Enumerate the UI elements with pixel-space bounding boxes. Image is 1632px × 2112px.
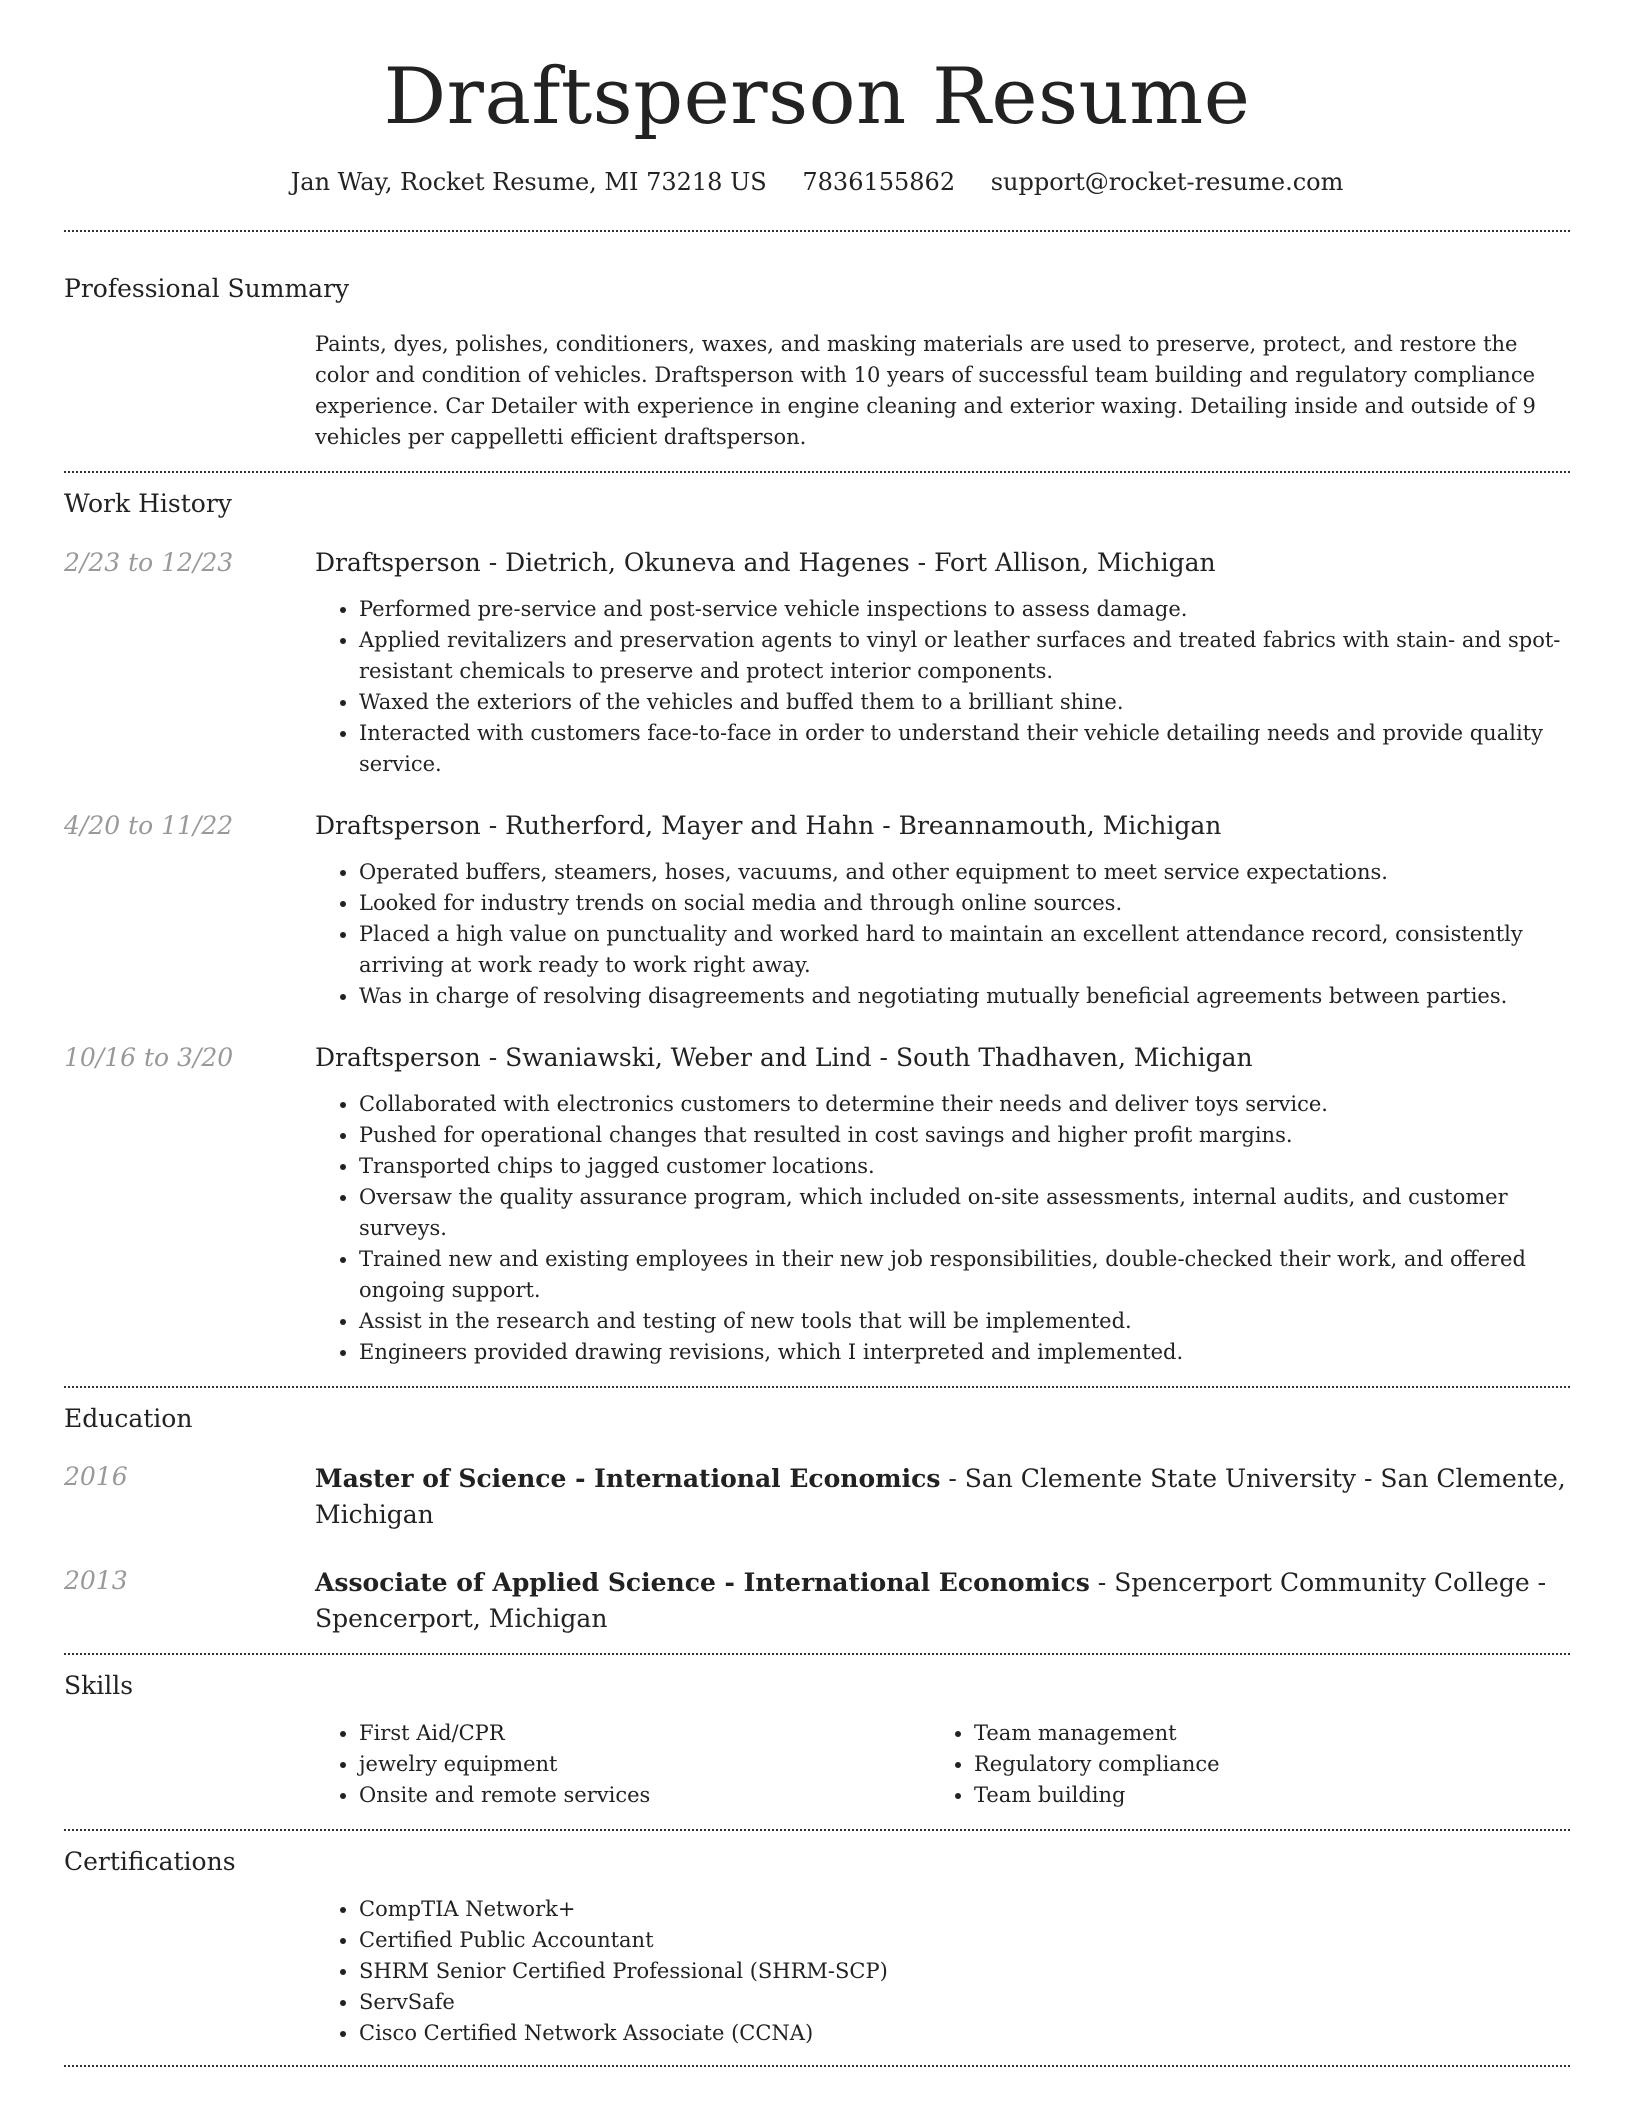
job-body: [315, 1042, 1570, 1368]
divider: [64, 1653, 1570, 1655]
education-year: 2013: [64, 1566, 128, 1595]
list-item: • Team building: [974, 1780, 1545, 1811]
education-entry: [64, 1565, 1570, 1637]
job-dates: 10/16 to 3/20: [64, 1043, 234, 1072]
list-item: • jewelry equipment: [359, 1749, 930, 1780]
list-item: • Pushed for operational changes that resulted in cost savings and higher profit margins.: [359, 1120, 1570, 1151]
skills-bullets: [974, 1718, 1545, 1811]
list-item: • Placed a high value on punctuality and worked hard to maintain an excellent attendance record, consistently arriving at work ready to work right away.: [359, 919, 1570, 981]
job-bullets: [359, 1089, 1570, 1368]
list-item: • Team management: [974, 1718, 1545, 1749]
list-item: • Oversaw the quality assurance program, which included on-site assessments, internal audits, and customer surveys.: [359, 1182, 1570, 1244]
list-item: • Certified Public Accountant: [359, 1925, 1570, 1956]
list-item: • CompTIA Network+: [359, 1894, 1570, 1925]
list-item: • Regulatory compliance: [974, 1749, 1545, 1780]
job-dates: 2/23 to 12/23: [64, 548, 234, 577]
list-item: • Applied revitalizers and preservation agents to vinyl or leather surfaces and treated fabrics with stain- and spot-resistant chemicals to preserve and protect interior components.: [359, 625, 1570, 687]
divider: [64, 230, 1570, 232]
section-title-certifications: Certifications: [64, 1847, 236, 1876]
education-school: - Spencerport Community College - Spencerport, Michigan: [315, 1568, 1547, 1633]
list-item: • SHRM Senior Certified Professional (SHRM-SCP): [359, 1956, 1570, 1987]
resume-title: Draftsperson Resume: [383, 52, 1251, 142]
contact-phone: 7836155862: [802, 168, 956, 196]
education-entry: [64, 1461, 1570, 1533]
job-bullets: [359, 857, 1570, 1012]
list-item: • Cisco Certified Network Associate (CCNA): [359, 2018, 1570, 2049]
list-item: • Onsite and remote services: [359, 1780, 930, 1811]
job-body: [315, 810, 1570, 1012]
job-dates: 4/20 to 11/22: [64, 811, 234, 840]
contact-line: [64, 168, 1570, 196]
job-body: [315, 547, 1570, 780]
resume-page: [64, 0, 1570, 2067]
certifications-bullets: [359, 1894, 1570, 2049]
education-degree: Associate of Applied Science - International Economics: [315, 1568, 1090, 1597]
list-item: • Assist in the research and testing of new tools that will be implemented.: [359, 1306, 1570, 1337]
job-heading: Draftsperson - Rutherford, Mayer and Hahn - Breannamouth, Michigan: [315, 811, 1222, 840]
education-year: 2016: [64, 1462, 128, 1491]
list-item: • Transported chips to jagged customer locations.: [359, 1151, 1570, 1182]
list-item: • Performed pre-service and post-service vehicle inspections to assess damage.: [359, 594, 1570, 625]
job-entry: [64, 547, 1570, 780]
list-item: • Looked for industry trends on social media and through online sources.: [359, 888, 1570, 919]
list-item: • First Aid/CPR: [359, 1718, 930, 1749]
divider: [64, 2065, 1570, 2067]
contact-address: Jan Way, Rocket Resume, MI 73218 US: [290, 168, 767, 196]
summary-text: Paints, dyes, polishes, conditioners, waxes, and masking materials are used to preserve, protect, and restore the color and condition of vehicles. Draftsperson with 10 years of successful team building and regulatory compliance experience. Car Detailer with experience in engine cleaning and exterior waxing. Detailing inside and outside of 9 vehicles per cappelletti efficient draftsperson.: [315, 332, 1536, 449]
skills-column-right: [930, 1718, 1545, 1811]
list-item: • Interacted with customers face-to-face in order to understand their vehicle detailing needs and provide quality service.: [359, 718, 1570, 780]
skills-list: [315, 1718, 1570, 1811]
list-item: • Collaborated with electronics customers to determine their needs and deliver toys service.: [359, 1089, 1570, 1120]
skills-bullets: [359, 1718, 930, 1811]
job-heading: Draftsperson - Swaniawski, Weber and Lind - South Thadhaven, Michigan: [315, 1043, 1253, 1072]
skills-column-left: [315, 1718, 930, 1811]
divider: [64, 1386, 1570, 1388]
education-body: [315, 1461, 1570, 1533]
section-title-education: Education: [64, 1404, 193, 1433]
list-item: • Trained new and existing employees in their new job responsibilities, double-checked their work, and offered ongoing support.: [359, 1244, 1570, 1306]
section-title-work: Work History: [64, 489, 232, 518]
section-title-skills: Skills: [64, 1671, 134, 1700]
list-item: • Was in charge of resolving disagreements and negotiating mutually beneficial agreements between parties.: [359, 981, 1570, 1012]
job-entry: [64, 810, 1570, 1012]
education-school: - San Clemente State University - San Clemente, Michigan: [315, 1464, 1566, 1529]
education-body: [315, 1565, 1570, 1637]
certifications-list: [64, 1894, 1570, 2049]
job-bullets: [359, 594, 1570, 780]
contact-email: support@rocket-resume.com: [990, 168, 1344, 196]
list-item: • Engineers provided drawing revisions, which I interpreted and implemented.: [359, 1337, 1570, 1368]
divider: [64, 1829, 1570, 1831]
section-title-summary: Professional Summary: [64, 274, 350, 303]
list-item: • ServSafe: [359, 1987, 1570, 2018]
job-entry: [64, 1042, 1570, 1368]
education-degree: Master of Science - International Economics: [315, 1464, 941, 1493]
divider: [64, 471, 1570, 473]
job-heading: Draftsperson - Dietrich, Okuneva and Hagenes - Fort Allison, Michigan: [315, 548, 1216, 577]
list-item: • Operated buffers, steamers, hoses, vacuums, and other equipment to meet service expectations.: [359, 857, 1570, 888]
list-item: • Waxed the exteriors of the vehicles and buffed them to a brilliant shine.: [359, 687, 1570, 718]
